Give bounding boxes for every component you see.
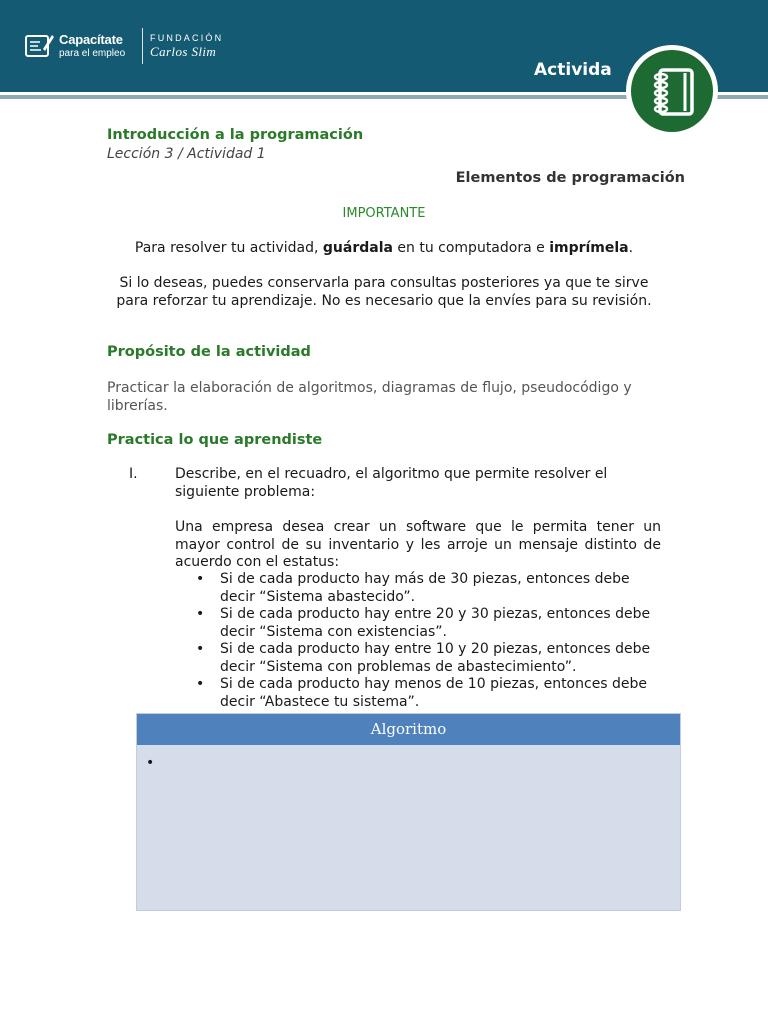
- purpose-heading: Propósito de la actividad: [107, 344, 311, 360]
- brand-logo: [24, 28, 264, 68]
- brand-name: Capacítate: [59, 32, 123, 47]
- notebook-icon: [644, 64, 702, 120]
- org-signature: Carlos Slim: [150, 44, 217, 59]
- purpose-text: Practicar la elaboración de algoritmos, diagramas de flujo, pseudocódigo y librerías.: [107, 380, 632, 414]
- list-item: [196, 676, 656, 711]
- exercise-instruction: Describe, en el recuadro, el algoritmo que permite resolver el siguiente problema:: [175, 466, 608, 500]
- algorithm-bullet: •: [146, 755, 155, 771]
- bullet-icon: •: [196, 606, 205, 622]
- instructions-text-1: Para resolver tu actividad,: [134, 240, 323, 256]
- list-item: [196, 571, 656, 606]
- instructions-paragraph: [100, 240, 668, 258]
- lesson-label: Lección 3 / Actividad 1: [107, 146, 266, 162]
- list-item-text: Si de cada producto hay entre 20 y 30 piezas, entonces debe decir “Sistema con existencias”.: [220, 606, 651, 640]
- problem-statement: Una empresa desea crear un software que le permita tener un mayor control de su inventario y les arroje un mensaje distinto de acuerdo con el estatus:: [175, 519, 661, 570]
- course-title: Introducción a la programación: [107, 127, 364, 143]
- bullet-icon: •: [196, 641, 205, 657]
- activity-badge: [626, 45, 718, 137]
- topic-title: Elementos de programación: [455, 170, 685, 186]
- status-bullet-list: [196, 571, 656, 711]
- important-label: IMPORTANTE: [342, 206, 426, 221]
- list-item: [196, 606, 656, 641]
- note-paragraph: Si lo deseas, puedes conservarla para consultas posteriores ya que te sirve para reforzar tu aprendizaje. No es necesario que la envíes para su revisión.: [116, 275, 652, 309]
- item-number: I.: [129, 466, 138, 482]
- brand-tagline: para el empleo: [59, 48, 126, 59]
- list-item-text: Si de cada producto hay entre 10 y 20 piezas, entonces debe decir “Sistema con problemas de abastecimiento”.: [220, 641, 651, 675]
- instructions-text-2: en tu computadora e: [392, 240, 550, 256]
- activity-badge-circle: [631, 50, 713, 132]
- logo-divider: [142, 28, 143, 64]
- brand-logo-icon: [24, 31, 54, 59]
- practice-heading: Practica lo que aprendiste: [107, 432, 323, 448]
- algorithm-box-title: Algoritmo: [137, 714, 680, 745]
- instructions-text-3: .: [628, 240, 634, 256]
- instructions-bold-save: guárdala: [322, 240, 393, 256]
- bullet-icon: •: [196, 676, 205, 692]
- activity-label: Activida: [534, 60, 612, 80]
- list-item: [196, 641, 656, 676]
- list-item-text: Si de cada producto hay menos de 10 piezas, entonces debe decir “Abastece tu sistema”.: [220, 676, 648, 710]
- bullet-icon: •: [196, 571, 205, 587]
- instructions-bold-print: imprímela: [549, 240, 629, 256]
- algorithm-answer-box[interactable]: [136, 713, 681, 911]
- org-name: FUNDACIÓN: [150, 33, 224, 43]
- list-item-text: Si de cada producto hay más de 30 piezas, entonces debe decir “Sistema abastecido”.: [220, 571, 630, 605]
